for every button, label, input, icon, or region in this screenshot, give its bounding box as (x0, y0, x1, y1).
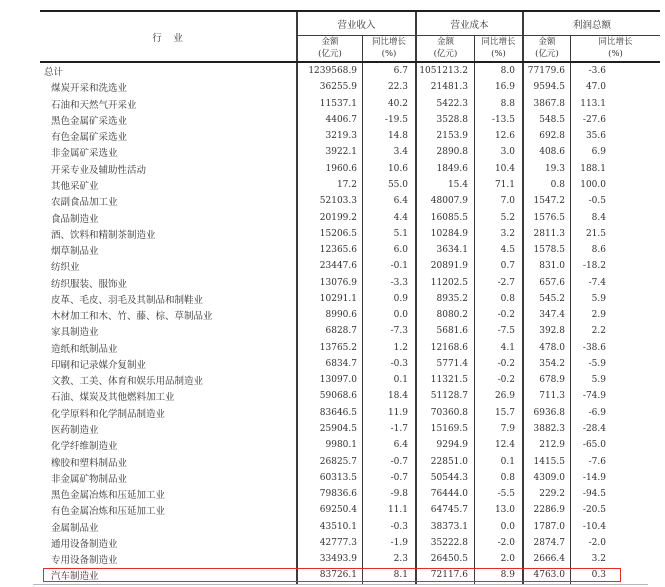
industry-label: 开采专业及辅助性活动 (51, 164, 147, 176)
value-cell: 10.4 (474, 161, 522, 177)
industry-label: 总计 (44, 67, 64, 79)
value-cell: 2666.4 (522, 551, 570, 567)
value-cell: 14.8 (362, 128, 415, 144)
industry-label: 橡胶和塑料制品业 (51, 457, 128, 469)
value-cell: 12.6 (474, 128, 522, 144)
value-cell: -0.2 (474, 372, 522, 388)
value-cell: 6.4 (362, 193, 415, 209)
value-cell: 5422.3 (415, 96, 474, 112)
table-row (40, 112, 660, 128)
industry-label: 农副食品加工业 (51, 197, 118, 209)
subheader-line: 金额 (538, 37, 556, 48)
value-cell: 8.9 (474, 567, 522, 583)
value-cell: 4.4 (362, 209, 415, 225)
value-cell: -27.6 (570, 112, 660, 128)
value-cell: -2.7 (474, 274, 522, 290)
value-cell: -0.3 (362, 356, 415, 372)
industry-label: 非金属矿采选业 (51, 148, 118, 160)
value-cell: 69250.4 (296, 502, 362, 518)
value-cell: -7.5 (474, 323, 522, 339)
value-cell: -94.5 (570, 486, 660, 502)
table-row (40, 242, 660, 258)
value-cell: 11321.5 (415, 372, 474, 388)
value-cell: 5.9 (570, 372, 660, 388)
industry-label: 食品制造业 (51, 213, 99, 225)
subheader-line: 金额 (321, 37, 339, 48)
subheader-line: 同比增长 (598, 37, 633, 48)
table-body (40, 63, 660, 584)
value-cell: -28.4 (570, 421, 660, 437)
value-cell: 11202.5 (415, 274, 474, 290)
industry-statistics-table (40, 10, 660, 584)
value-cell: 11.1 (362, 502, 415, 518)
value-cell: 11537.1 (296, 96, 362, 112)
value-cell: -7.6 (570, 453, 660, 469)
value-cell: 2.9 (570, 307, 660, 323)
value-cell: 21.5 (570, 226, 660, 242)
subheader-revenue-growth (362, 36, 415, 61)
value-cell: 3.2 (474, 226, 522, 242)
value-cell: 64745.7 (415, 502, 474, 518)
group-header-operating-revenue: 营业收入 (296, 12, 415, 36)
industry-label: 汽车制造业 (51, 571, 99, 583)
value-cell: 3.4 (362, 144, 415, 160)
industry-label: 化学原料和化学制品制造业 (51, 408, 166, 420)
value-cell: 2286.9 (522, 502, 570, 518)
value-cell: 12168.6 (415, 340, 474, 356)
table-header (40, 10, 660, 63)
value-cell: 4.1 (474, 340, 522, 356)
value-cell: 831.0 (522, 258, 570, 274)
industry-label: 文教、工美、体育和娱乐用品制造业 (51, 376, 204, 388)
value-cell: 229.2 (522, 486, 570, 502)
group-header-operating-cost: 营业成本 (415, 12, 522, 36)
value-cell: -0.7 (362, 470, 415, 486)
value-cell: 26.9 (474, 388, 522, 404)
subheader-line: (亿元) (535, 48, 559, 59)
industry-label: 医药制造业 (51, 424, 99, 436)
value-cell: 9980.1 (296, 437, 362, 453)
industry-label: 通用设备制造业 (51, 538, 118, 550)
industry-label: 印刷和记录媒介复制业 (51, 359, 147, 371)
value-cell: 3882.3 (522, 421, 570, 437)
value-cell: 0.8 (474, 291, 522, 307)
value-cell: 2.0 (474, 551, 522, 567)
table-row (40, 209, 660, 225)
value-cell: 35.6 (570, 128, 660, 144)
table-row (40, 421, 660, 437)
value-cell: 23447.6 (296, 258, 362, 274)
subheader-line: (亿元) (433, 48, 458, 59)
value-cell: 0.1 (474, 453, 522, 469)
table-row (40, 226, 660, 242)
industry-label: 木材加工和木、竹、藤、棕、草制品业 (51, 311, 213, 323)
value-cell: 71.1 (474, 177, 522, 193)
value-cell: 188.1 (570, 161, 660, 177)
subheader-line: (亿元) (318, 48, 342, 59)
value-cell: 19.3 (522, 161, 570, 177)
value-cell: -65.0 (570, 437, 660, 453)
value-cell: -13.5 (474, 112, 522, 128)
value-cell: -6.9 (570, 405, 660, 421)
table-row (40, 372, 660, 388)
table-row (40, 274, 660, 290)
value-cell: 0.0 (362, 307, 415, 323)
value-cell: 678.9 (522, 372, 570, 388)
value-cell: -0.7 (362, 453, 415, 469)
value-cell: -10.4 (570, 518, 660, 534)
value-cell: 43510.1 (296, 518, 362, 534)
subheader-line: (%) (381, 48, 397, 59)
value-cell: 1849.6 (415, 161, 474, 177)
value-cell: 1578.5 (522, 242, 570, 258)
value-cell: 478.0 (522, 340, 570, 356)
value-cell: 3.0 (474, 144, 522, 160)
subheader-line: (%) (491, 48, 506, 59)
value-cell: 3.2 (570, 551, 660, 567)
value-cell: 4.5 (474, 242, 522, 258)
table-row (40, 161, 660, 177)
value-cell: -3.6 (570, 63, 660, 79)
table-row (40, 502, 660, 518)
value-cell: 408.6 (522, 144, 570, 160)
industry-label: 家具制造业 (51, 327, 99, 339)
value-cell: 55.0 (362, 177, 415, 193)
value-cell: 8.1 (362, 567, 415, 583)
value-cell: 113.1 (570, 96, 660, 112)
value-cell: 3634.1 (415, 242, 474, 258)
value-cell: 6.4 (362, 437, 415, 453)
value-cell: 26450.5 (415, 551, 474, 567)
value-cell: -1.7 (362, 421, 415, 437)
value-cell: 36255.9 (296, 79, 362, 95)
industry-label: 非金属矿物制品业 (51, 473, 128, 485)
value-cell: 20891.9 (415, 258, 474, 274)
value-cell: 3867.8 (522, 96, 570, 112)
value-cell: 7.0 (474, 193, 522, 209)
table-row (40, 307, 660, 323)
industry-label: 烟草制品业 (51, 246, 99, 258)
value-cell: 0.8 (474, 470, 522, 486)
value-cell: 13097.0 (296, 372, 362, 388)
value-cell: -0.2 (474, 356, 522, 372)
value-cell: 1547.2 (522, 193, 570, 209)
value-cell: -9.8 (362, 486, 415, 502)
table-row (40, 453, 660, 469)
value-cell: -5.5 (474, 486, 522, 502)
subheader-profit-amount (522, 36, 570, 61)
industry-label: 黑色金属矿采选业 (51, 115, 128, 127)
value-cell: -3.3 (362, 274, 415, 290)
value-cell: -0.3 (362, 518, 415, 534)
value-cell: 17.2 (296, 177, 362, 193)
value-cell: 52103.3 (296, 193, 362, 209)
value-cell: 0.3 (570, 567, 660, 583)
table-row (40, 323, 660, 339)
value-cell: 20199.2 (296, 209, 362, 225)
value-cell: 9294.9 (415, 437, 474, 453)
value-cell: -7.4 (570, 274, 660, 290)
value-cell: 42777.3 (296, 535, 362, 551)
value-cell: 3922.1 (296, 144, 362, 160)
table-row (40, 567, 660, 583)
value-cell: 50544.3 (415, 470, 474, 486)
value-cell: 11.9 (362, 405, 415, 421)
value-cell: -38.6 (570, 340, 660, 356)
subheader-line: 同比增长 (481, 37, 516, 48)
value-cell: 692.8 (522, 128, 570, 144)
value-cell: 2.2 (570, 323, 660, 339)
table-row (40, 193, 660, 209)
industry-label: 化学纤维制造业 (51, 441, 118, 453)
value-cell: 15.4 (415, 177, 474, 193)
value-cell: -1.9 (362, 535, 415, 551)
value-cell: 47.0 (570, 79, 660, 95)
table-row (40, 518, 660, 534)
value-cell: -2.0 (474, 535, 522, 551)
value-cell: 0.8 (522, 177, 570, 193)
value-cell: 3528.8 (415, 112, 474, 128)
table-row (40, 258, 660, 274)
value-cell: 10.6 (362, 161, 415, 177)
table-row (40, 486, 660, 502)
value-cell: -14.9 (570, 470, 660, 486)
value-cell: 77179.6 (522, 63, 570, 79)
table-row (40, 177, 660, 193)
value-cell: 6936.8 (522, 405, 570, 421)
value-cell: -0.1 (362, 258, 415, 274)
value-cell: 15.7 (474, 405, 522, 421)
value-cell: 26825.7 (296, 453, 362, 469)
value-cell: 13765.2 (296, 340, 362, 356)
value-cell: -18.2 (570, 258, 660, 274)
subheader-line: 同比增长 (371, 37, 406, 48)
table-row (40, 79, 660, 95)
value-cell: 83646.5 (296, 405, 362, 421)
value-cell: 4406.7 (296, 112, 362, 128)
table-bottom-divider (33, 584, 648, 585)
group-header-total-profit: 利润总额 (522, 12, 660, 36)
value-cell: -74.9 (570, 388, 660, 404)
value-cell: 8935.2 (415, 291, 474, 307)
value-cell: 16.9 (474, 79, 522, 95)
value-cell: 72117.6 (415, 567, 474, 583)
value-cell: 2874.7 (522, 535, 570, 551)
industry-label: 专用设备制造业 (51, 555, 118, 567)
value-cell: 22851.0 (415, 453, 474, 469)
value-cell: 0.9 (362, 291, 415, 307)
industry-label: 有色金属冶炼和压延加工业 (51, 506, 166, 518)
value-cell: 5.2 (474, 209, 522, 225)
value-cell: 3219.3 (296, 128, 362, 144)
value-cell: 2153.9 (415, 128, 474, 144)
value-cell: 83726.1 (296, 567, 362, 583)
table-row (40, 340, 660, 356)
industry-label: 纺织业 (51, 262, 80, 274)
value-cell: -5.9 (570, 356, 660, 372)
industry-label: 石油和天然气开采业 (51, 99, 137, 111)
value-cell: 51128.7 (415, 388, 474, 404)
value-cell: 1787.0 (522, 518, 570, 534)
value-cell: 79836.6 (296, 486, 362, 502)
table-row (40, 470, 660, 486)
table-row (40, 356, 660, 372)
industry-label: 造纸和纸制品业 (51, 343, 118, 355)
value-cell: 100.0 (570, 177, 660, 193)
industry-label: 煤炭开采和洗选业 (51, 83, 128, 95)
value-cell: 59068.6 (296, 388, 362, 404)
value-cell: 22.3 (362, 79, 415, 95)
value-cell: 1415.5 (522, 453, 570, 469)
value-cell: 8080.2 (415, 307, 474, 323)
value-cell: 13076.9 (296, 274, 362, 290)
value-cell: 12365.6 (296, 242, 362, 258)
subheader-profit-growth (570, 36, 660, 61)
value-cell: 0.1 (362, 372, 415, 388)
value-cell: 25904.5 (296, 421, 362, 437)
table-row (40, 437, 660, 453)
value-cell: 15169.5 (415, 421, 474, 437)
value-cell: 2890.8 (415, 144, 474, 160)
industry-column-header: 行 业 (152, 32, 184, 44)
value-cell: 18.4 (362, 388, 415, 404)
value-cell: 40.2 (362, 96, 415, 112)
value-cell: 1051213.2 (415, 63, 474, 79)
value-cell: 6.9 (570, 144, 660, 160)
subheader-line: 金额 (436, 37, 454, 48)
value-cell: 545.2 (522, 291, 570, 307)
value-cell: 35222.8 (415, 535, 474, 551)
value-cell: 8.0 (474, 63, 522, 79)
value-cell: 76444.0 (415, 486, 474, 502)
value-cell: 5.1 (362, 226, 415, 242)
value-cell: -2.0 (570, 535, 660, 551)
industry-label: 石油、煤炭及其他燃料加工业 (51, 392, 175, 404)
industry-label: 皮革、毛皮、羽毛及其制品和制鞋业 (51, 294, 204, 306)
subheader-line: (%) (608, 48, 623, 59)
value-cell: -0.5 (570, 193, 660, 209)
value-cell: 15206.5 (296, 226, 362, 242)
value-cell: 9594.5 (522, 79, 570, 95)
value-cell: 10291.1 (296, 291, 362, 307)
value-cell: 8.8 (474, 96, 522, 112)
value-cell: 38373.1 (415, 518, 474, 534)
industry-label: 酒、饮料和精制茶制造业 (51, 229, 156, 241)
value-cell: 1576.5 (522, 209, 570, 225)
table-row (40, 128, 660, 144)
value-cell: 1239568.9 (296, 63, 362, 79)
value-cell: 8.4 (570, 209, 660, 225)
value-cell: 6.7 (362, 63, 415, 79)
value-cell: 6.0 (362, 242, 415, 258)
table-row (40, 388, 660, 404)
value-cell: 8990.6 (296, 307, 362, 323)
value-cell: 48007.9 (415, 193, 474, 209)
industry-label: 纺织服装、服饰业 (51, 278, 128, 290)
value-cell: -19.5 (362, 112, 415, 128)
table-row (40, 535, 660, 551)
table-row (40, 291, 660, 307)
value-cell: 8.6 (570, 242, 660, 258)
value-cell: 4763.0 (522, 567, 570, 583)
value-cell: 6828.7 (296, 323, 362, 339)
table-row (40, 405, 660, 421)
subheader-cost-growth (474, 36, 522, 61)
value-cell: 212.9 (522, 437, 570, 453)
industry-label: 其他采矿业 (51, 180, 99, 192)
value-cell: 5681.6 (415, 323, 474, 339)
table-row (40, 96, 660, 112)
value-cell: -20.5 (570, 502, 660, 518)
value-cell: 347.4 (522, 307, 570, 323)
value-cell: 13.0 (474, 502, 522, 518)
value-cell: 70360.8 (415, 405, 474, 421)
value-cell: 4309.0 (522, 470, 570, 486)
value-cell: 12.4 (474, 437, 522, 453)
value-cell: 354.2 (522, 356, 570, 372)
value-cell: 2.3 (362, 551, 415, 567)
value-cell: 5771.4 (415, 356, 474, 372)
table-row (40, 551, 660, 567)
value-cell: 7.9 (474, 421, 522, 437)
value-cell: -0.2 (474, 307, 522, 323)
value-cell: 6834.7 (296, 356, 362, 372)
value-cell: 1960.6 (296, 161, 362, 177)
value-cell: 711.3 (522, 388, 570, 404)
subheader-cost-amount (415, 36, 474, 61)
value-cell: 16085.5 (415, 209, 474, 225)
value-cell: 0.7 (474, 258, 522, 274)
industry-label: 金属制品业 (51, 522, 99, 534)
value-cell: 2811.3 (522, 226, 570, 242)
table-row (40, 144, 660, 160)
subheader-revenue-amount (296, 36, 362, 61)
value-cell: 548.5 (522, 112, 570, 128)
value-cell: 33493.9 (296, 551, 362, 567)
industry-label: 有色金属矿采选业 (51, 132, 128, 144)
value-cell: 0.0 (474, 518, 522, 534)
value-cell: 657.6 (522, 274, 570, 290)
industry-label: 黑色金属冶炼和压延加工业 (51, 490, 166, 502)
value-cell: 10284.9 (415, 226, 474, 242)
value-cell: -7.3 (362, 323, 415, 339)
table-row (40, 63, 660, 79)
value-cell: 5.9 (570, 291, 660, 307)
value-cell: 392.8 (522, 323, 570, 339)
value-cell: 1.2 (362, 340, 415, 356)
value-cell: 21481.3 (415, 79, 474, 95)
value-cell: 60313.5 (296, 470, 362, 486)
